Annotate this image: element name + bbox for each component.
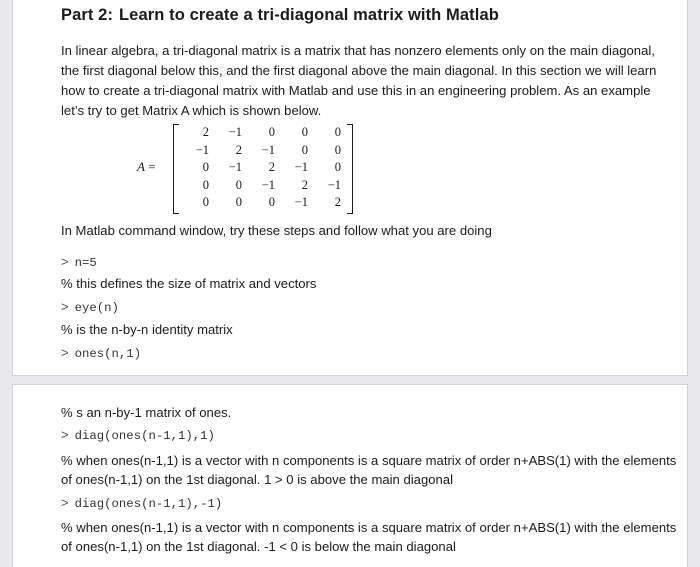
matrix-cell: 2 [301,177,308,192]
matrix-cell: 0 [334,160,341,174]
page-section-2 [12,384,688,567]
matrix-cell: 2 [202,125,209,139]
matrix-cell: 0 [235,177,242,192]
code-text: diag(ones(n-1,1),-1) [74,497,223,511]
matrix-a [119,122,479,214]
code-line [61,254,97,270]
matrix-cell: 2 [235,142,242,157]
matrix-cell: 0 [268,125,275,139]
matrix-cell: −1 [261,142,275,157]
matrix-name: A [137,159,145,174]
matrix-cell: −1 [294,195,308,209]
comment-paragraph: % when ones(n-1,1) is a vector with n components is a square matrix of order n+ABS(1) with the elements of ones(n-1,1) on the 1st diagonal. 1 > 0 is above the main diagonal [61,453,677,487]
matrix-row [179,177,344,195]
matrix-cell: −1 [195,142,209,157]
code-text: n=5 [74,256,97,270]
code-line [61,427,215,443]
matrix-cell: −1 [327,177,341,192]
matrix-row [179,124,344,142]
matrix-cell: 0 [301,125,308,139]
matrix-cell: −1 [228,160,242,174]
intro-paragraph: In linear algebra, a tri-diagonal matrix is a matrix that has nonzero elements only on the main diagonal, the first diagonal below this, and the first diagonal above the main diagonal. In this section we will learn how to create a tri-diagonal matrix with Matlab and use this in an engineering problem. As an example let’s try to get Matrix A which is shown below. [61,43,657,118]
prompt-symbol: > [61,299,69,314]
matrix-row [179,159,344,177]
prompt-symbol: > [61,495,69,510]
comment-paragraph: % when ones(n-1,1) is a vector with n components is a square matrix of order n+ABS(1) with the elements of ones(n-1,1) on the 1st diagonal. -1 < 0 is below the main diagonal [61,520,677,554]
right-bracket [347,124,353,214]
matrix-cell: −1 [294,160,308,174]
prompt-symbol: > [61,345,69,360]
matrix-label [137,159,156,175]
code-line [61,345,141,361]
prompt-symbol: > [61,427,69,442]
matrix-cell: 0 [301,142,308,157]
matrix-cell: −1 [228,125,242,139]
code-text: diag(ones(n-1,1),1) [74,429,215,443]
prompt-symbol: > [61,254,69,269]
code-text: eye(n) [74,301,119,315]
matrix-cell: 0 [235,195,242,209]
matrix-cell: 2 [334,195,341,209]
comment-line: % is the n-by-n identity matrix [61,322,233,337]
section-title: Learn to create a tri-diagonal matrix with Matlab [119,6,499,24]
matrix-cell: 0 [202,160,209,174]
matrix-equals: = [148,159,156,174]
matrix-cell: −1 [261,177,275,192]
section-heading [61,6,499,25]
section-number: Part 2: [61,6,114,24]
matrix-row [179,194,344,212]
page-section-1 [12,0,688,376]
matrix-cell: 2 [268,160,275,174]
comment-line: % this defines the size of matrix and vectors [61,276,317,291]
matrix-grid [179,124,344,212]
matrix-cell: 0 [334,125,341,139]
comment-line: % s an n-by-1 matrix of ones. [61,405,232,420]
code-line [61,299,119,315]
matrix-cell: 0 [268,195,275,209]
matrix-cell: 0 [202,195,209,209]
matrix-cell: 0 [334,142,341,157]
command-intro: In Matlab command window, try these steps and follow what you are doing [61,223,492,238]
code-text: ones(n,1) [74,347,142,361]
matrix-cell: 0 [202,177,209,192]
code-line [61,495,222,511]
matrix-row [179,142,344,160]
